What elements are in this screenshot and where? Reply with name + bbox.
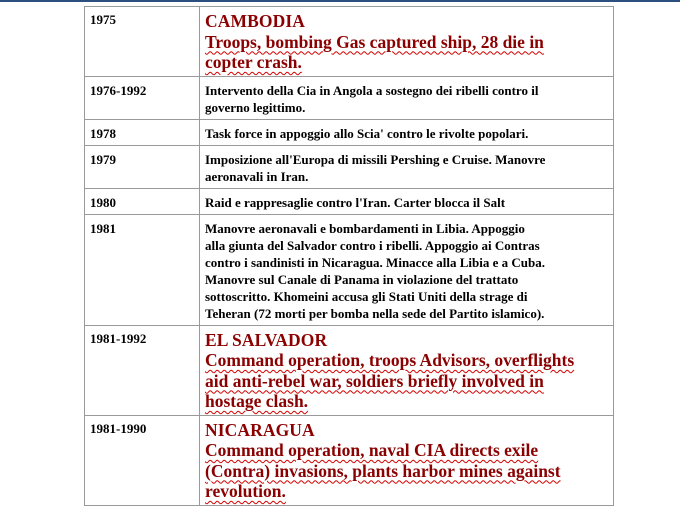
- table-row: [85, 76, 614, 119]
- text-line: Imposizione all'Europa di missili Pershing e Cruise. Manovre: [205, 151, 546, 167]
- detail-line: Command operation, naval CIA directs exile: [205, 440, 539, 460]
- description-cell: [200, 7, 614, 77]
- year-cell: [85, 188, 200, 214]
- year-text: 1981: [90, 220, 116, 236]
- detail-line: (Contra) invasions, plants harbor mines against: [205, 460, 561, 481]
- year-text: 1979: [90, 151, 116, 167]
- year-cell: [85, 76, 200, 119]
- detail-line: revolution.: [205, 481, 286, 501]
- window-top-border: [0, 0, 680, 2]
- text-line: governo legittimo.: [205, 99, 306, 115]
- detail-line: aid anti-rebel war, soldiers briefly involved in: [205, 370, 544, 391]
- text-line: Task force in appoggio allo Scia' contro le rivolte popolari.: [205, 125, 529, 141]
- text-line: Manovre aeronavali e bombardamenti in Libia. Appoggio: [205, 220, 525, 236]
- year-text: 1976-1992: [90, 82, 147, 98]
- text-line: contro i sandinisti in Nicaragua. Minacce alla Libia e a Cuba.: [205, 254, 545, 270]
- country-heading: CAMBODIA: [205, 11, 305, 31]
- table-row: [85, 325, 614, 415]
- text-line: Intervento della Cia in Angola a sostegno dei ribelli contro il: [205, 82, 539, 98]
- description-cell: [200, 188, 614, 214]
- detail-line: hostage clash.: [205, 391, 309, 411]
- description-cell: [200, 415, 614, 505]
- description-cell: [200, 325, 614, 415]
- detail-line: copter crash.: [205, 52, 302, 72]
- text-line: Manovre sul Canale di Panama in violazione del trattato: [205, 271, 519, 287]
- events-table: [84, 6, 614, 506]
- year-cell: [85, 214, 200, 325]
- description-cell: [200, 214, 614, 325]
- text-line: Teheran (72 morti per bomba nella sede del Partito islamico).: [205, 305, 545, 321]
- text-line: alla giunta del Salvador contro i ribelli. Appoggio ai Contras: [205, 237, 540, 253]
- text-line: Raid e rappresaglie contro l'Iran. Carter blocca il Salt: [205, 194, 506, 210]
- description-cell: [200, 76, 614, 119]
- year-cell: [85, 415, 200, 505]
- year-text: 1980: [90, 194, 116, 210]
- document-page: [84, 6, 608, 506]
- year-text: 1981-1992: [90, 330, 147, 346]
- text-line: aeronavali in Iran.: [205, 168, 309, 184]
- year-cell: [85, 7, 200, 77]
- description-cell: [200, 119, 614, 145]
- table-row: [85, 7, 614, 77]
- year-cell: [85, 145, 200, 188]
- detail-line: Troops, bombing Gas captured ship, 28 die in: [205, 31, 544, 52]
- table-row: [85, 119, 614, 145]
- description-cell: [200, 145, 614, 188]
- year-cell: [85, 325, 200, 415]
- year-text: 1978: [90, 125, 116, 141]
- year-cell: [85, 119, 200, 145]
- table-row: [85, 145, 614, 188]
- country-heading: NICARAGUA: [205, 419, 315, 440]
- table-row: [85, 188, 614, 214]
- year-text: 1981-1990: [90, 420, 147, 436]
- table-row: [85, 415, 614, 505]
- country-heading: EL SALVADOR: [205, 329, 328, 350]
- table-row: [85, 214, 614, 325]
- text-line: sottoscritto. Khomeini accusa gli Stati Uniti della strage di: [205, 288, 528, 304]
- detail-line: Command operation, troops Advisors, overflights: [205, 350, 575, 370]
- year-text: 1975: [90, 12, 116, 27]
